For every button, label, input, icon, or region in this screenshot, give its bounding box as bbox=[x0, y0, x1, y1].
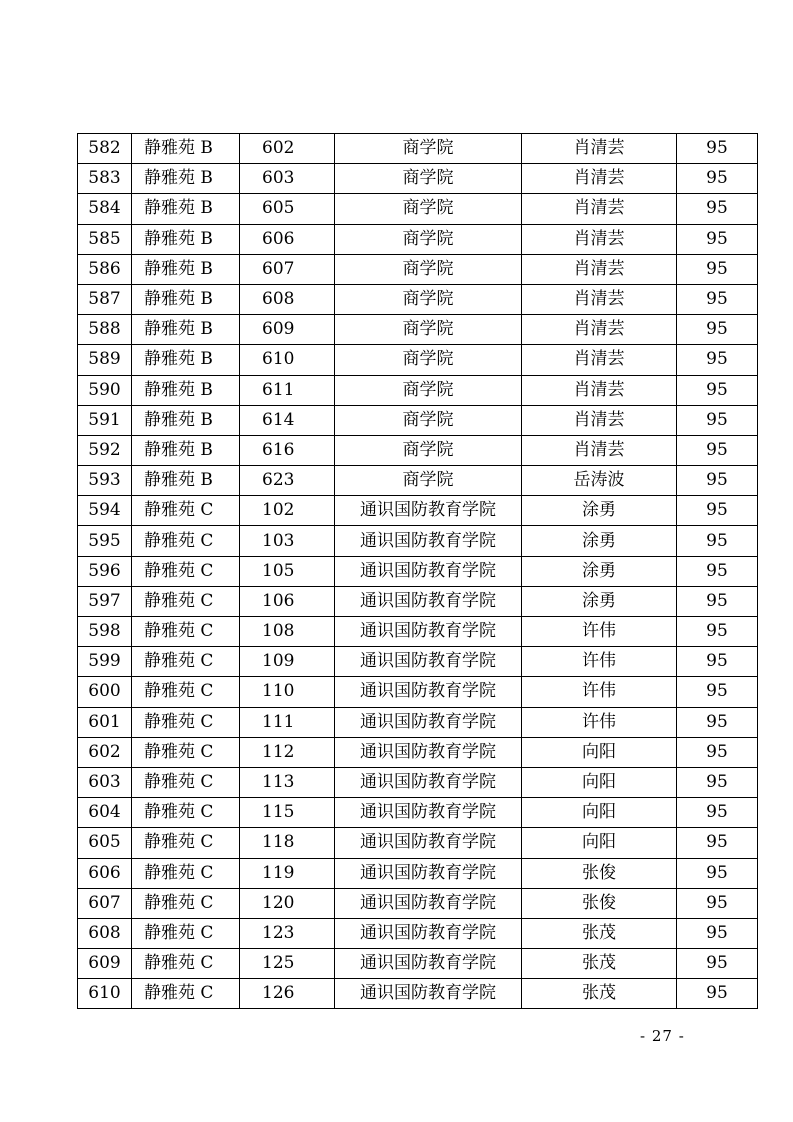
cell-row-number: 585 bbox=[78, 224, 132, 254]
cell-room: 603 bbox=[240, 164, 335, 194]
cell-row-number: 591 bbox=[78, 405, 132, 435]
cell-college: 通识国防教育学院 bbox=[335, 888, 522, 918]
cell-building: 静雅苑 C bbox=[132, 828, 240, 858]
cell-building: 静雅苑 C bbox=[132, 949, 240, 979]
dormitory-score-table-container bbox=[77, 133, 728, 1009]
cell-person-name: 肖清芸 bbox=[522, 254, 677, 284]
cell-row-number: 607 bbox=[78, 888, 132, 918]
table-body bbox=[78, 134, 758, 1009]
cell-college: 商学院 bbox=[335, 315, 522, 345]
table-row bbox=[78, 586, 758, 616]
cell-score: 95 bbox=[677, 888, 758, 918]
cell-college: 商学院 bbox=[335, 375, 522, 405]
cell-college: 商学院 bbox=[335, 466, 522, 496]
cell-score: 95 bbox=[677, 496, 758, 526]
cell-score: 95 bbox=[677, 767, 758, 797]
cell-person-name: 涂勇 bbox=[522, 586, 677, 616]
cell-room: 602 bbox=[240, 134, 335, 164]
cell-college: 通识国防教育学院 bbox=[335, 677, 522, 707]
cell-row-number: 598 bbox=[78, 617, 132, 647]
cell-college: 通识国防教育学院 bbox=[335, 586, 522, 616]
cell-room: 611 bbox=[240, 375, 335, 405]
cell-college: 通识国防教育学院 bbox=[335, 707, 522, 737]
cell-person-name: 肖清芸 bbox=[522, 284, 677, 314]
cell-score: 95 bbox=[677, 134, 758, 164]
table-row bbox=[78, 315, 758, 345]
cell-row-number: 610 bbox=[78, 979, 132, 1009]
cell-person-name: 肖清芸 bbox=[522, 345, 677, 375]
cell-row-number: 597 bbox=[78, 586, 132, 616]
cell-building: 静雅苑 C bbox=[132, 556, 240, 586]
cell-person-name: 许伟 bbox=[522, 647, 677, 677]
table-row bbox=[78, 979, 758, 1009]
cell-person-name: 岳涛波 bbox=[522, 466, 677, 496]
cell-person-name: 许伟 bbox=[522, 707, 677, 737]
cell-row-number: 586 bbox=[78, 254, 132, 284]
cell-person-name: 向阳 bbox=[522, 737, 677, 767]
cell-person-name: 肖清芸 bbox=[522, 134, 677, 164]
cell-person-name: 向阳 bbox=[522, 767, 677, 797]
cell-row-number: 608 bbox=[78, 918, 132, 948]
cell-score: 95 bbox=[677, 315, 758, 345]
cell-building: 静雅苑 B bbox=[132, 345, 240, 375]
cell-person-name: 张俊 bbox=[522, 858, 677, 888]
cell-person-name: 肖清芸 bbox=[522, 194, 677, 224]
cell-room: 605 bbox=[240, 194, 335, 224]
table-row bbox=[78, 828, 758, 858]
cell-person-name: 肖清芸 bbox=[522, 375, 677, 405]
cell-score: 95 bbox=[677, 979, 758, 1009]
cell-row-number: 602 bbox=[78, 737, 132, 767]
cell-building: 静雅苑 B bbox=[132, 134, 240, 164]
cell-room: 105 bbox=[240, 556, 335, 586]
cell-person-name: 向阳 bbox=[522, 798, 677, 828]
cell-score: 95 bbox=[677, 617, 758, 647]
table-row bbox=[78, 284, 758, 314]
cell-person-name: 涂勇 bbox=[522, 496, 677, 526]
cell-building: 静雅苑 C bbox=[132, 586, 240, 616]
cell-building: 静雅苑 C bbox=[132, 677, 240, 707]
cell-building: 静雅苑 B bbox=[132, 315, 240, 345]
cell-row-number: 593 bbox=[78, 466, 132, 496]
cell-building: 静雅苑 C bbox=[132, 737, 240, 767]
cell-college: 商学院 bbox=[335, 134, 522, 164]
cell-row-number: 609 bbox=[78, 949, 132, 979]
cell-room: 610 bbox=[240, 345, 335, 375]
table-row bbox=[78, 466, 758, 496]
table-row bbox=[78, 798, 758, 828]
cell-room: 108 bbox=[240, 617, 335, 647]
cell-college: 通识国防教育学院 bbox=[335, 828, 522, 858]
cell-score: 95 bbox=[677, 586, 758, 616]
cell-room: 119 bbox=[240, 858, 335, 888]
table-row bbox=[78, 224, 758, 254]
cell-room: 123 bbox=[240, 918, 335, 948]
cell-building: 静雅苑 B bbox=[132, 435, 240, 465]
cell-room: 126 bbox=[240, 979, 335, 1009]
cell-room: 111 bbox=[240, 707, 335, 737]
cell-college: 通识国防教育学院 bbox=[335, 526, 522, 556]
cell-college: 商学院 bbox=[335, 345, 522, 375]
cell-person-name: 许伟 bbox=[522, 617, 677, 647]
cell-score: 95 bbox=[677, 164, 758, 194]
cell-score: 95 bbox=[677, 254, 758, 284]
cell-person-name: 涂勇 bbox=[522, 556, 677, 586]
cell-building: 静雅苑 B bbox=[132, 254, 240, 284]
cell-college: 通识国防教育学院 bbox=[335, 767, 522, 797]
cell-college: 通识国防教育学院 bbox=[335, 737, 522, 767]
cell-room: 110 bbox=[240, 677, 335, 707]
cell-building: 静雅苑 B bbox=[132, 284, 240, 314]
cell-score: 95 bbox=[677, 435, 758, 465]
cell-college: 商学院 bbox=[335, 224, 522, 254]
cell-person-name: 许伟 bbox=[522, 677, 677, 707]
table-row bbox=[78, 949, 758, 979]
cell-college: 通识国防教育学院 bbox=[335, 647, 522, 677]
table-row bbox=[78, 375, 758, 405]
cell-row-number: 604 bbox=[78, 798, 132, 828]
cell-college: 通识国防教育学院 bbox=[335, 496, 522, 526]
cell-college: 通识国防教育学院 bbox=[335, 798, 522, 828]
cell-row-number: 592 bbox=[78, 435, 132, 465]
table-row bbox=[78, 345, 758, 375]
table-row bbox=[78, 405, 758, 435]
table-row bbox=[78, 677, 758, 707]
table-row bbox=[78, 194, 758, 224]
cell-person-name: 涂勇 bbox=[522, 526, 677, 556]
cell-building: 静雅苑 B bbox=[132, 194, 240, 224]
table-row bbox=[78, 617, 758, 647]
cell-room: 109 bbox=[240, 647, 335, 677]
cell-score: 95 bbox=[677, 345, 758, 375]
cell-row-number: 589 bbox=[78, 345, 132, 375]
cell-person-name: 张茂 bbox=[522, 918, 677, 948]
table-row bbox=[78, 767, 758, 797]
cell-row-number: 583 bbox=[78, 164, 132, 194]
cell-score: 95 bbox=[677, 194, 758, 224]
cell-building: 静雅苑 C bbox=[132, 647, 240, 677]
table-row bbox=[78, 526, 758, 556]
cell-room: 102 bbox=[240, 496, 335, 526]
cell-score: 95 bbox=[677, 798, 758, 828]
cell-building: 静雅苑 C bbox=[132, 617, 240, 647]
cell-score: 95 bbox=[677, 677, 758, 707]
cell-college: 通识国防教育学院 bbox=[335, 918, 522, 948]
cell-score: 95 bbox=[677, 707, 758, 737]
cell-college: 商学院 bbox=[335, 435, 522, 465]
cell-room: 103 bbox=[240, 526, 335, 556]
table-row bbox=[78, 556, 758, 586]
cell-room: 606 bbox=[240, 224, 335, 254]
cell-score: 95 bbox=[677, 858, 758, 888]
cell-person-name: 肖清芸 bbox=[522, 315, 677, 345]
cell-college: 通识国防教育学院 bbox=[335, 556, 522, 586]
cell-college: 通识国防教育学院 bbox=[335, 979, 522, 1009]
cell-row-number: 605 bbox=[78, 828, 132, 858]
cell-person-name: 肖清芸 bbox=[522, 164, 677, 194]
cell-score: 95 bbox=[677, 224, 758, 254]
cell-person-name: 张茂 bbox=[522, 979, 677, 1009]
table-row bbox=[78, 707, 758, 737]
cell-building: 静雅苑 C bbox=[132, 888, 240, 918]
cell-row-number: 606 bbox=[78, 858, 132, 888]
cell-room: 115 bbox=[240, 798, 335, 828]
table-row bbox=[78, 858, 758, 888]
cell-college: 商学院 bbox=[335, 405, 522, 435]
cell-score: 95 bbox=[677, 918, 758, 948]
table-row bbox=[78, 134, 758, 164]
cell-building: 静雅苑 B bbox=[132, 224, 240, 254]
cell-room: 125 bbox=[240, 949, 335, 979]
cell-person-name: 向阳 bbox=[522, 828, 677, 858]
cell-score: 95 bbox=[677, 949, 758, 979]
cell-room: 616 bbox=[240, 435, 335, 465]
cell-row-number: 603 bbox=[78, 767, 132, 797]
cell-score: 95 bbox=[677, 284, 758, 314]
cell-building: 静雅苑 C bbox=[132, 918, 240, 948]
table-row bbox=[78, 647, 758, 677]
cell-score: 95 bbox=[677, 828, 758, 858]
cell-college: 商学院 bbox=[335, 164, 522, 194]
cell-college: 商学院 bbox=[335, 254, 522, 284]
cell-person-name: 张俊 bbox=[522, 888, 677, 918]
cell-score: 95 bbox=[677, 405, 758, 435]
cell-score: 95 bbox=[677, 647, 758, 677]
cell-room: 608 bbox=[240, 284, 335, 314]
cell-row-number: 587 bbox=[78, 284, 132, 314]
cell-room: 623 bbox=[240, 466, 335, 496]
cell-college: 通识国防教育学院 bbox=[335, 617, 522, 647]
cell-room: 614 bbox=[240, 405, 335, 435]
cell-room: 609 bbox=[240, 315, 335, 345]
cell-row-number: 582 bbox=[78, 134, 132, 164]
cell-building: 静雅苑 C bbox=[132, 798, 240, 828]
cell-person-name: 肖清芸 bbox=[522, 435, 677, 465]
cell-score: 95 bbox=[677, 466, 758, 496]
cell-room: 607 bbox=[240, 254, 335, 284]
table-row bbox=[78, 918, 758, 948]
cell-college: 通识国防教育学院 bbox=[335, 858, 522, 888]
cell-building: 静雅苑 C bbox=[132, 496, 240, 526]
cell-person-name: 肖清芸 bbox=[522, 405, 677, 435]
cell-row-number: 600 bbox=[78, 677, 132, 707]
table-row bbox=[78, 254, 758, 284]
cell-row-number: 594 bbox=[78, 496, 132, 526]
cell-building: 静雅苑 C bbox=[132, 979, 240, 1009]
cell-room: 112 bbox=[240, 737, 335, 767]
dormitory-score-table bbox=[77, 133, 758, 1009]
cell-room: 106 bbox=[240, 586, 335, 616]
cell-score: 95 bbox=[677, 737, 758, 767]
cell-building: 静雅苑 B bbox=[132, 375, 240, 405]
cell-room: 120 bbox=[240, 888, 335, 918]
cell-score: 95 bbox=[677, 375, 758, 405]
cell-row-number: 599 bbox=[78, 647, 132, 677]
cell-college: 通识国防教育学院 bbox=[335, 949, 522, 979]
table-row bbox=[78, 164, 758, 194]
cell-building: 静雅苑 B bbox=[132, 405, 240, 435]
cell-row-number: 588 bbox=[78, 315, 132, 345]
cell-building: 静雅苑 C bbox=[132, 767, 240, 797]
cell-room: 118 bbox=[240, 828, 335, 858]
cell-college: 商学院 bbox=[335, 194, 522, 224]
table-row bbox=[78, 737, 758, 767]
cell-row-number: 596 bbox=[78, 556, 132, 586]
cell-building: 静雅苑 B bbox=[132, 466, 240, 496]
table-row bbox=[78, 496, 758, 526]
cell-row-number: 584 bbox=[78, 194, 132, 224]
table-row bbox=[78, 888, 758, 918]
cell-score: 95 bbox=[677, 556, 758, 586]
cell-row-number: 595 bbox=[78, 526, 132, 556]
cell-score: 95 bbox=[677, 526, 758, 556]
cell-room: 113 bbox=[240, 767, 335, 797]
cell-person-name: 张茂 bbox=[522, 949, 677, 979]
cell-person-name: 肖清芸 bbox=[522, 224, 677, 254]
table-row bbox=[78, 435, 758, 465]
cell-building: 静雅苑 C bbox=[132, 858, 240, 888]
cell-row-number: 601 bbox=[78, 707, 132, 737]
cell-row-number: 590 bbox=[78, 375, 132, 405]
cell-college: 商学院 bbox=[335, 284, 522, 314]
cell-building: 静雅苑 C bbox=[132, 526, 240, 556]
cell-building: 静雅苑 B bbox=[132, 164, 240, 194]
cell-building: 静雅苑 C bbox=[132, 707, 240, 737]
page-number: - 27 - bbox=[640, 1027, 685, 1045]
